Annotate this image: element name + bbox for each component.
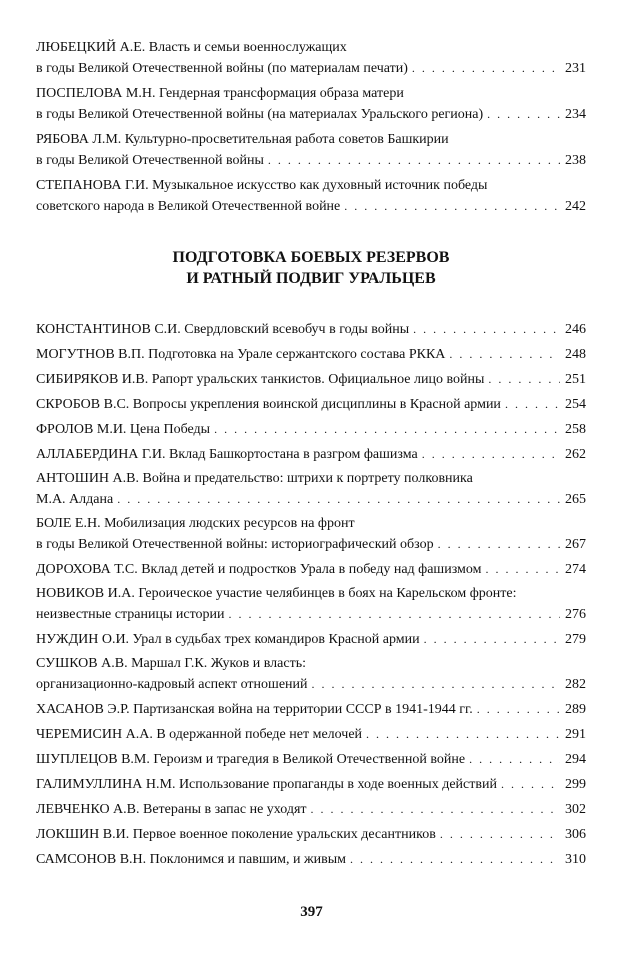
toc-entry-page: 310 — [565, 852, 586, 867]
dot-leader — [469, 749, 560, 769]
toc-entry-line — [36, 369, 586, 390]
toc-entry-text: ЛОКШИН В.И. Первое военное поколение уральских десантников — [36, 827, 436, 842]
toc-entry-line — [36, 444, 586, 465]
toc-entry — [36, 514, 586, 555]
section-heading-line-1: ПОДГОТОВКА БОЕВЫХ РЕЗЕРВОВ — [172, 249, 450, 266]
toc-entry-text: ЛЮБЕЦКИЙ А.Е. Власть и семьи военнослужащих — [36, 40, 347, 55]
toc-entry-line — [36, 654, 586, 674]
toc-entry-line — [36, 534, 586, 555]
toc-entry-line — [36, 699, 586, 720]
toc-entry-page: 231 — [565, 61, 586, 76]
toc-entry-line — [36, 176, 586, 196]
toc-entry-text: НОВИКОВ И.А. Героическое участие челябинцев в боях на Карельском фронте: — [36, 586, 517, 601]
dot-leader — [344, 196, 560, 216]
toc-entry-text: САМСОНОВ В.Н. Поклонимся и павшим, и живым — [36, 852, 347, 867]
toc-entry-page: 248 — [565, 347, 586, 362]
dot-leader — [486, 559, 561, 579]
toc-entry-line — [36, 196, 586, 217]
toc-entry-line — [36, 799, 586, 820]
toc-entry-page: 291 — [565, 727, 586, 742]
toc-entry-text: ШУПЛЕЦОВ В.М. Героизм и трагедия в Великой Отечественной войне — [36, 752, 466, 767]
toc-entry-line — [36, 724, 586, 745]
dot-leader — [312, 674, 560, 694]
dot-leader — [438, 534, 560, 554]
toc-entry-page: 302 — [565, 802, 586, 817]
toc-entry — [36, 369, 586, 390]
toc-entry-text: АЛЛАБЕРДИНА Г.И. Вклад Башкортостана в разгром фашизма — [36, 447, 418, 462]
toc-entry-line — [36, 394, 586, 415]
toc-entry-text: неизвестные страницы истории — [36, 607, 225, 622]
toc-entry-line — [36, 344, 586, 365]
toc-entry — [36, 394, 586, 415]
toc-entry-text: советского народа в Великой Отечественной войне — [36, 199, 341, 214]
toc-entry-text: в годы Великой Отечественной войны — [36, 153, 264, 168]
toc-entry-text: БОЛЕ Е.Н. Мобилизация людских ресурсов на фронт — [36, 516, 355, 531]
dot-leader — [268, 150, 560, 170]
toc-entry-line — [36, 824, 586, 845]
toc-entry-text: М.А. Алдана — [36, 492, 114, 507]
toc-entry — [36, 84, 586, 125]
section-heading — [36, 247, 586, 289]
toc-entry-text: КОНСТАНТИНОВ С.И. Свердловский всевобуч в годы войны — [36, 322, 410, 337]
toc-entry-line — [36, 604, 586, 625]
toc-entry — [36, 724, 586, 745]
toc-entry-text: в годы Великой Отечественной войны (по материалам печати) — [36, 61, 408, 76]
toc-entry-page: 289 — [565, 702, 586, 717]
section-heading-line-2: И РАТНЫЙ ПОДВИГ УРАЛЬЦЕВ — [186, 270, 436, 287]
toc-entry-text: НУЖДИН О.И. Урал в судьбах трех командиров Красной армии — [36, 632, 420, 647]
dot-leader — [477, 699, 560, 719]
toc-entry-text: СКРОБОВ В.С. Вопросы укрепления воинской дисциплины в Красной армии — [36, 397, 501, 412]
toc-entry-page: 258 — [565, 422, 586, 437]
toc-entry — [36, 444, 586, 465]
toc-entry-line — [36, 749, 586, 770]
toc-entry-line — [36, 150, 586, 171]
toc-entry-text: ПОСПЕЛОВА М.Н. Гендерная трансформация образа матери — [36, 86, 404, 101]
dot-leader — [413, 319, 560, 339]
toc-entry-page: 246 — [565, 322, 586, 337]
toc-entry-line — [36, 319, 586, 340]
toc-entry-line — [36, 84, 586, 104]
toc-entry — [36, 130, 586, 171]
toc-entry-text: организационно-кадровый аспект отношений — [36, 677, 308, 692]
toc-entry-text: ЛЕВЧЕНКО А.В. Ветераны в запас не уходят — [36, 802, 307, 817]
toc-entry-text: ГАЛИМУЛЛИНА Н.М. Использование пропаганды в ходе военных действий — [36, 777, 497, 792]
toc-entry-text: АНТОШИН А.В. Война и предательство: штрихи к портрету полковника — [36, 471, 473, 486]
toc-entry-page: 234 — [565, 107, 586, 122]
dot-leader — [350, 849, 560, 869]
toc-entry-page: 262 — [565, 447, 586, 462]
toc-entry-text: РЯБОВА Л.М. Культурно-просветительная работа советов Башкирии — [36, 132, 449, 147]
dot-leader — [366, 724, 560, 744]
toc-entry-text: в годы Великой Отечественной войны (на материалах Уральского региона) — [36, 107, 484, 122]
toc-entry-page: 254 — [565, 397, 586, 412]
dot-leader — [412, 58, 560, 78]
toc-entry-line — [36, 130, 586, 150]
toc-entry-page: 282 — [565, 677, 586, 692]
toc-section-1 — [36, 38, 586, 217]
toc-entry-text: ХАСАНОВ Э.Р. Партизанская война на территории СССР в 1941-1944 гг. — [36, 702, 473, 717]
toc-entry — [36, 469, 586, 510]
toc-entry-line — [36, 104, 586, 125]
toc-entry-line — [36, 849, 586, 870]
dot-leader — [422, 444, 560, 464]
toc-section-2 — [36, 319, 586, 870]
toc-entry-page: 251 — [565, 372, 586, 387]
dot-leader — [311, 799, 560, 819]
toc-entry-page: 267 — [565, 537, 586, 552]
toc-entry — [36, 699, 586, 720]
toc-entry-line — [36, 469, 586, 489]
dot-leader — [449, 344, 560, 364]
toc-entry-line — [36, 419, 586, 440]
toc-entry — [36, 38, 586, 79]
toc-entry — [36, 344, 586, 365]
toc-entry-line — [36, 489, 586, 510]
toc-entry-page: 276 — [565, 607, 586, 622]
toc-entry — [36, 629, 586, 650]
toc-entry-text: ФРОЛОВ М.И. Цена Победы — [36, 422, 211, 437]
toc-entry-page: 238 — [565, 153, 586, 168]
toc-entry — [36, 319, 586, 340]
toc-entry — [36, 654, 586, 695]
dot-leader — [214, 419, 560, 439]
toc-entry-text: МОГУТНОВ В.П. Подготовка на Урале сержантского состава РККА — [36, 347, 446, 362]
toc-entry-page: 299 — [565, 777, 586, 792]
toc-entry — [36, 824, 586, 845]
toc-entry — [36, 849, 586, 870]
toc-entry-line — [36, 584, 586, 604]
toc-page — [36, 38, 586, 874]
dot-leader — [505, 394, 560, 414]
toc-entry-line — [36, 559, 586, 580]
toc-entry — [36, 176, 586, 217]
toc-entry-text: ЧЕРЕМИСИН А.А. В одержанной победе нет мелочей — [36, 727, 363, 742]
toc-entry-line — [36, 774, 586, 795]
toc-entry-page: 274 — [565, 562, 586, 577]
toc-entry-page: 242 — [565, 199, 586, 214]
dot-leader — [501, 774, 560, 794]
toc-entry-text: СТЕПАНОВА Г.И. Музыкальное искусство как духовный источник победы — [36, 178, 488, 193]
toc-entry-line — [36, 674, 586, 695]
toc-entry-line — [36, 629, 586, 650]
toc-entry — [36, 419, 586, 440]
toc-entry-text: СИБИРЯКОВ И.В. Рапорт уральских танкистов. Официальное лицо войны — [36, 372, 485, 387]
toc-entry-page: 306 — [565, 827, 586, 842]
toc-entry-page: 265 — [565, 492, 586, 507]
page-number: 397 — [300, 904, 323, 920]
dot-leader — [440, 824, 560, 844]
toc-entry — [36, 799, 586, 820]
toc-entry-text: в годы Великой Отечественной войны: историографический обзор — [36, 537, 434, 552]
toc-entry-text: СУШКОВ А.В. Маршал Г.К. Жуков и власть: — [36, 656, 306, 671]
dot-leader — [424, 629, 560, 649]
toc-entry — [36, 584, 586, 625]
dot-leader — [229, 604, 561, 624]
dot-leader — [117, 489, 560, 509]
toc-entry-page: 294 — [565, 752, 586, 767]
dot-leader — [487, 104, 560, 124]
toc-entry — [36, 749, 586, 770]
toc-entry — [36, 774, 586, 795]
dot-leader — [488, 369, 560, 389]
toc-entry-line — [36, 514, 586, 534]
toc-entry-text: ДОРОХОВА Т.С. Вклад детей и подростков Урала в победу над фашизмом — [36, 562, 482, 577]
toc-entry-line — [36, 38, 586, 58]
toc-entry-line — [36, 58, 586, 79]
toc-entry-page: 279 — [565, 632, 586, 647]
toc-entry — [36, 559, 586, 580]
